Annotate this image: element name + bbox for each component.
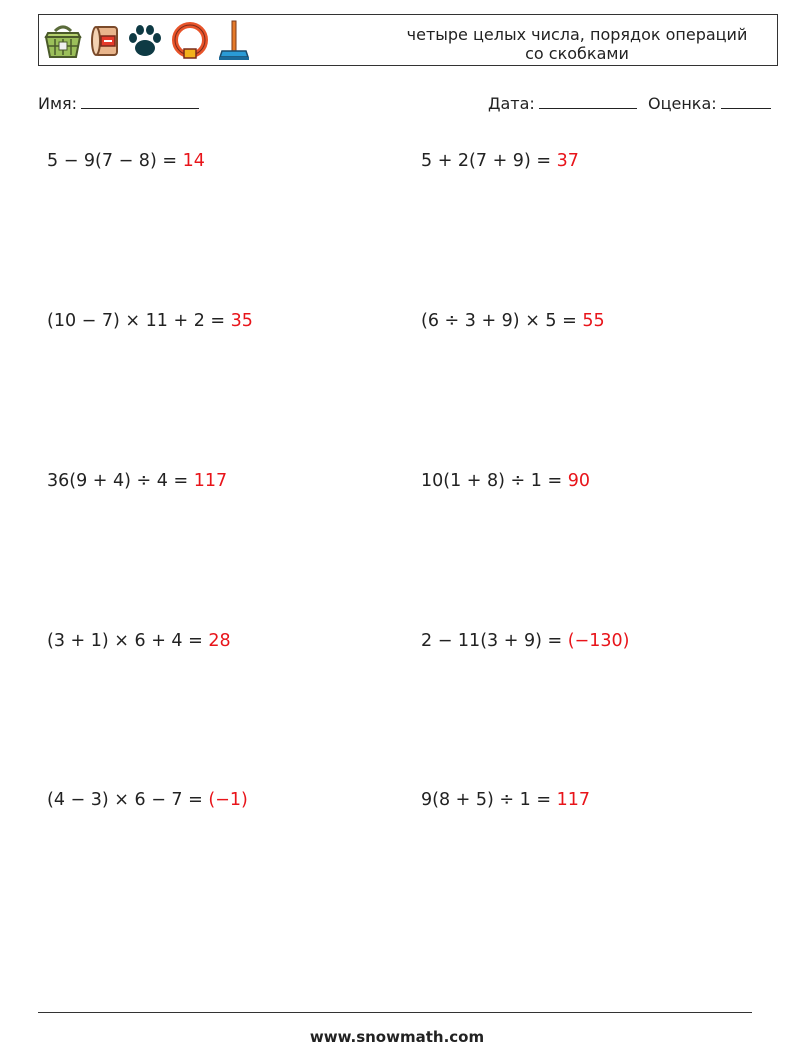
paw-print-icon xyxy=(126,21,164,61)
scroll-icon xyxy=(90,21,120,61)
problem-answer: 55 xyxy=(582,311,605,331)
problem-answer: 117 xyxy=(556,790,590,810)
plunger-icon xyxy=(216,19,252,63)
problem-answer: 90 xyxy=(567,471,590,491)
score-blank[interactable] xyxy=(721,94,771,109)
footer-url[interactable]: www.snowmath.com xyxy=(309,1028,485,1046)
problem-answer: 28 xyxy=(208,631,231,651)
problem-expression: 5 + 2(7 + 9) = xyxy=(421,151,557,171)
problem-answer: 37 xyxy=(556,151,579,171)
problem-answer: (−1) xyxy=(208,790,248,810)
header-icons xyxy=(42,19,252,63)
problem-expression: (4 − 3) × 6 − 7 = xyxy=(47,790,209,810)
problem-expression: (6 ÷ 3 + 9) × 5 = xyxy=(421,311,583,331)
problem-8 xyxy=(421,631,629,651)
name-blank[interactable] xyxy=(81,94,199,109)
problem-10 xyxy=(421,790,590,810)
problem-4 xyxy=(421,311,605,331)
problem-expression: 2 − 11(3 + 9) = xyxy=(421,631,568,651)
problem-expression: 36(9 + 4) ÷ 4 = xyxy=(47,471,194,491)
problem-2 xyxy=(421,151,579,171)
problem-expression: (3 + 1) × 6 + 4 = xyxy=(47,631,209,651)
problem-1 xyxy=(47,151,205,171)
problem-answer: (−130) xyxy=(567,631,630,651)
header-box xyxy=(38,14,778,66)
title-line-2: со скобками xyxy=(525,44,629,63)
problem-7 xyxy=(47,631,231,651)
problem-5 xyxy=(47,471,227,491)
footer-divider xyxy=(38,1012,752,1013)
basket-icon xyxy=(42,21,84,61)
score-field xyxy=(648,94,771,113)
problem-9 xyxy=(47,790,248,810)
date-label: Дата: xyxy=(488,94,535,113)
date-field xyxy=(488,94,637,113)
score-label: Оценка: xyxy=(648,94,717,113)
title-line-1: четыре целых числа, порядок операций xyxy=(406,25,748,44)
problem-6 xyxy=(421,471,590,491)
problem-3 xyxy=(47,311,253,331)
worksheet-title xyxy=(397,25,757,63)
date-blank[interactable] xyxy=(539,94,637,109)
name-label: Имя: xyxy=(38,94,78,113)
problem-expression: 10(1 + 8) ÷ 1 = xyxy=(421,471,568,491)
name-field xyxy=(38,94,199,113)
problem-answer: 35 xyxy=(230,311,253,331)
problem-expression: (10 − 7) × 11 + 2 = xyxy=(47,311,231,331)
problem-expression: 5 − 9(7 − 8) = xyxy=(47,151,183,171)
problem-expression: 9(8 + 5) ÷ 1 = xyxy=(421,790,557,810)
life-ring-icon xyxy=(170,21,210,61)
problem-answer: 14 xyxy=(182,151,205,171)
problem-answer: 117 xyxy=(193,471,228,491)
